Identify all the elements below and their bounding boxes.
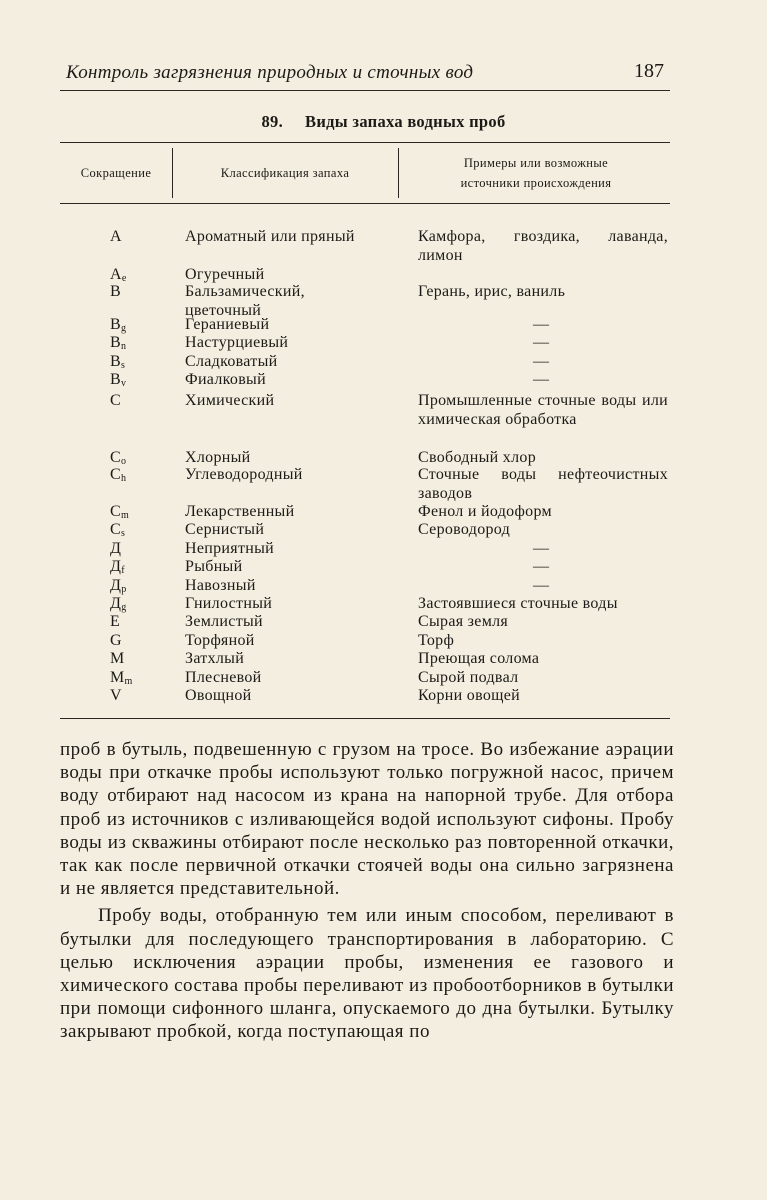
abbreviation-letter: A bbox=[110, 228, 122, 245]
abbreviation-letter: C bbox=[110, 449, 121, 466]
odor-source: Торф bbox=[418, 632, 455, 649]
odor-classification: Сернистый bbox=[185, 521, 265, 538]
table-header-rule bbox=[60, 203, 670, 204]
abbreviation-letter: B bbox=[110, 316, 121, 333]
abbreviation-subscript: g bbox=[120, 323, 127, 334]
abbreviation-subscript: o bbox=[120, 456, 127, 467]
abbreviation-letter: M bbox=[110, 669, 125, 686]
odor-source: Промышленные сточные воды или химическая обработка bbox=[418, 392, 668, 428]
abbreviation-letter: B bbox=[110, 283, 121, 300]
odor-classification: Навозный bbox=[185, 577, 256, 594]
abbreviation-subscript: m bbox=[120, 510, 130, 521]
table-title: Виды запаха водных проб bbox=[305, 112, 506, 131]
odor-abbreviation bbox=[110, 283, 170, 306]
odor-source: — bbox=[533, 316, 550, 333]
odor-classification: Гнилостный bbox=[185, 595, 273, 612]
abbreviation-letter: C bbox=[110, 466, 121, 483]
odor-classification: Углеводородный bbox=[185, 466, 303, 483]
odor-abbreviation bbox=[110, 687, 170, 710]
running-header bbox=[60, 58, 670, 91]
abbreviation-letter: Д bbox=[110, 577, 122, 594]
abbreviation-subscript: s bbox=[120, 528, 126, 539]
abbreviation-letter: V bbox=[110, 687, 122, 704]
odor-classification: Фиалковый bbox=[185, 371, 266, 388]
odor-classification: Овощной bbox=[185, 687, 252, 704]
odor-source: — bbox=[533, 353, 550, 370]
odor-abbreviation bbox=[110, 228, 170, 251]
abbreviation-subscript: p bbox=[121, 584, 127, 595]
abbreviation-subscript: h bbox=[120, 473, 127, 484]
odor-classification: Рыбный bbox=[185, 558, 243, 575]
odor-classification: Плесневой bbox=[185, 669, 262, 686]
column-header-classification: Классификация запаха bbox=[220, 165, 350, 180]
column-header-abbreviation: Сокращение bbox=[80, 165, 152, 180]
odor-source: Сероводород bbox=[418, 521, 511, 538]
odor-source: — bbox=[533, 558, 550, 575]
odor-source: — bbox=[533, 334, 550, 351]
running-title: Контроль загрязнения природных и сточных вод bbox=[66, 62, 474, 83]
abbreviation-subscript: s bbox=[120, 360, 126, 371]
odor-source: Застоявшиеся сточные воды bbox=[418, 595, 618, 612]
odor-classification: Хлорный bbox=[185, 449, 251, 466]
odor-classification: Бальзамический, цветочный bbox=[185, 283, 305, 319]
abbreviation-subscript: v bbox=[120, 378, 127, 389]
abbreviation-letter: M bbox=[110, 650, 125, 667]
abbreviation-letter: Д bbox=[110, 595, 122, 612]
abbreviation-letter: B bbox=[110, 371, 121, 388]
paragraph: проб в бутыль, подвешенную с грузом на тросе. Во избежание аэрации воды при откачке пробы используют только погружной насос, причем воду отбирают над насосом из крана на напорной трубе. Для отбора проб из источников с изливающейся водой используют сифоны. Пробу воды из скважины отбирают после несколько раз повторенной откачки, так как после первичной откачки стоячей воды она сильно загрязнена и не является представительной. bbox=[60, 739, 674, 900]
odor-source: Камфора, гвоздика, лаванда, лимон bbox=[418, 228, 668, 264]
abbreviation-subscript: n bbox=[120, 341, 127, 352]
table-number: 89. bbox=[261, 112, 284, 131]
abbreviation-letter: B bbox=[110, 353, 121, 370]
odor-classification: Гераниевый bbox=[185, 316, 270, 333]
abbreviation-letter: B bbox=[110, 334, 121, 351]
abbreviation-subscript: g bbox=[121, 602, 127, 613]
odor-source: — bbox=[533, 540, 550, 557]
abbreviation-subscript: f bbox=[121, 565, 125, 576]
odor-classification: Затхлый bbox=[185, 650, 245, 667]
odor-classification: Сладковатый bbox=[185, 353, 278, 370]
odor-classification: Землистый bbox=[185, 613, 263, 630]
page-number: 187 bbox=[634, 60, 664, 82]
odor-classification: Ароматный или пряный bbox=[185, 228, 355, 245]
odor-source: Герань, ирис, ваниль bbox=[418, 283, 566, 300]
odor-classification: Торфяной bbox=[185, 632, 255, 649]
paragraph: Пробу воды, отобранную тем или иным способом, переливают в бутылки для последующего транспортирования в лабораторию. С целью исключения аэрации пробы, изменения ее газового и химического состава пробы переливают из пробоотборников в бутылки при помощи сифонного шланга, опускаемого до дна бутылки. Бутылку закрывают пробкой, когда поступающая по bbox=[60, 905, 674, 1043]
odor-abbreviation bbox=[110, 466, 170, 489]
abbreviation-letter: Д bbox=[110, 558, 122, 575]
abbreviation-letter: C bbox=[110, 503, 121, 520]
odor-source: Преющая солома bbox=[418, 650, 540, 667]
odor-classification: Огуречный bbox=[185, 266, 265, 283]
odor-source: Фенол и йодоформ bbox=[418, 503, 552, 520]
header-column-divider bbox=[398, 148, 399, 198]
abbreviation-letter: Д bbox=[110, 540, 122, 557]
odor-classification: Лекарственный bbox=[185, 503, 295, 520]
abbreviation-subscript: e bbox=[121, 273, 127, 284]
odor-abbreviation bbox=[110, 371, 170, 394]
odor-source: — bbox=[533, 371, 550, 388]
odor-classification: Неприятный bbox=[185, 540, 275, 557]
abbreviation-subscript: m bbox=[124, 676, 133, 687]
odor-source: — bbox=[533, 577, 550, 594]
abbreviation-letter: E bbox=[110, 613, 121, 630]
abbreviation-letter: A bbox=[110, 266, 122, 283]
abbreviation-letter: C bbox=[110, 392, 121, 409]
odor-source: Сырая земля bbox=[418, 613, 509, 630]
odor-source: Сырой подвал bbox=[418, 669, 519, 686]
odor-source: Корни овощей bbox=[418, 687, 521, 704]
body-text bbox=[60, 738, 674, 1044]
odor-source: Сточные воды нефтеочистных заводов bbox=[418, 466, 668, 502]
table-bottom-rule bbox=[60, 718, 670, 719]
odor-source: Свободный хлор bbox=[418, 449, 536, 466]
odor-classification: Химический bbox=[185, 392, 275, 409]
odor-abbreviation bbox=[110, 392, 170, 415]
abbreviation-letter: G bbox=[110, 632, 122, 649]
odor-classification: Настурциевый bbox=[185, 334, 289, 351]
column-header-sources: Примеры или возможные источники происхождения bbox=[460, 155, 612, 190]
abbreviation-letter: C bbox=[110, 521, 121, 538]
table-caption bbox=[0, 112, 767, 132]
